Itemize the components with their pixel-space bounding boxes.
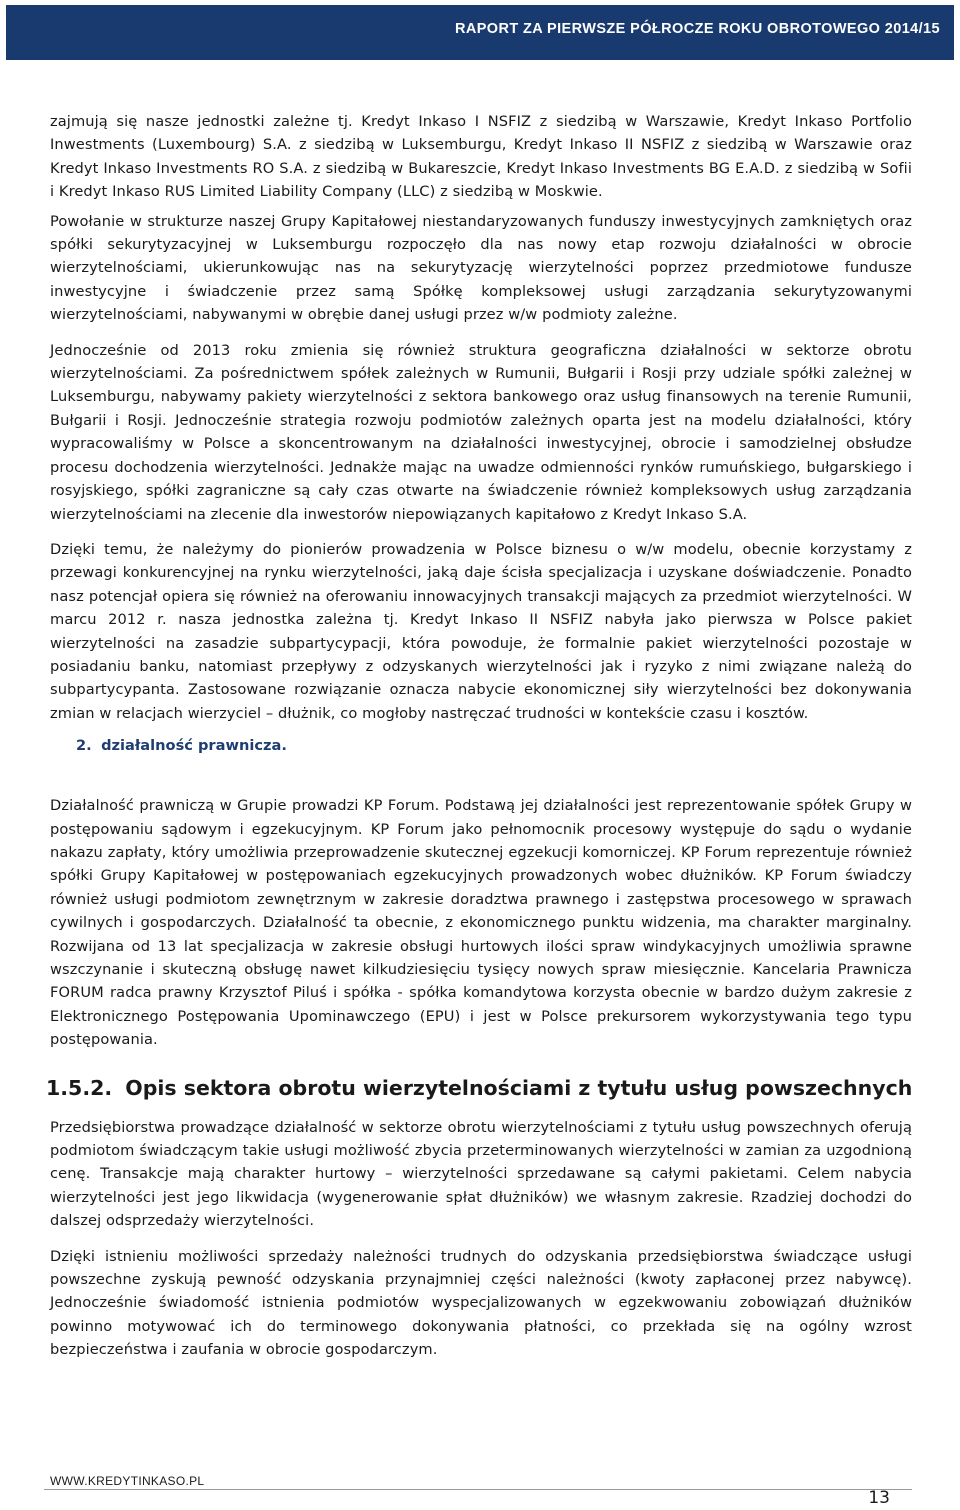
- paragraph-sector-description: Przedsiębiorstwa prowadzące działalność w sektorze obrotu wierzytelnościami z tytułu usług powszechnych oferują podmiotom świadczącym takie usługi możliwość zbycia przeterminowanych wierzytelności w zamian za uzgodnioną cenę. Transakcje mają charakter hurtowy – wierzytelności sprzedawane są całymi pakietami. Celem nabycia wierzytelności jest jego likwidacja (wygenerowanie spłat dłużników) we własnym zakresie. Rzadziej dochodzi do dalszej odsprzedaży wierzytelności.: [50, 1118, 912, 1230]
- paragraph-geography: Jednocześnie od 2013 roku zmienia się również struktura geograficzna działalności w sektorze obrotu wierzytelnościami. Za pośrednictwem spółek zależnych w Rumunii, Bułgarii i Rosji przy udziale spółki zależnej w Luksemburgu, nabywamy pakiety wierzytelności z sektora bankowego oraz usług finansowych na terenie Rumunii, Bułgarii i Rosji. Jednocześnie strategia rozwoju podmiotów zależnych oparta jest na modelu działalności, który wypracowaliśmy w Polsce a skoncentrowanym na działalności inwestycyjnej, obrocie i samodzielnej obsłudze procesu dochodzenia wierzytelności. Jednakże mając na uwadze odmienności rynków rumuńskiego, bułgarskiego i rosyjskiego, spółki zagraniczne są cały czas otwarte na świadczenie również kompleksowych usług zarządzania wierzytelnościami na zlecenie dla inwestorów niepowiązanych kapitałowo z Kredyt Inkaso S.A.: [50, 341, 912, 523]
- paragraph-kp-forum: Działalność prawniczą w Grupie prowadzi KP Forum. Podstawą jej działalności jest reprezentowanie spółek Grupy w postępowaniu sądowym i egzekucyjnym. KP Forum jako pełnomocnik procesowy występuje do sądu o wydanie nakazu zapłaty, który umożliwia przeprowadzenie skutecznej egzekucji komorniczej. KP Forum reprezentuje również spółki Grupy Kapitałowej w postępowaniach egzekucyjnych prowadzonych wobec dłużników. KP Forum świadczy również usługi podmiotom zewnętrznym w zakresie doradztwa prawnego i zastępstwa procesowego w sprawach cywilnych i gospodarczych. Działalność ta obecnie, z ekonomicznego punktu widzenia, ma charakter marginalny. Rozwijana od 13 lat specjalizacja w zakresie obsługi hurtowych ilości spraw windykacyjnych umożliwia sprawne wszczynanie i skuteczną obsługę nawet kilkudziesięciu tysięcy nowych spraw miesięcznie. Kancelaria Prawnicza FORUM radca prawny Krzysztof Piluś i spółka - spółka komandytowa korzysta obecnie w bardzo dużym zakresie z Elektronicznego Postępowania Upominawczego (EPU) i jest w Polsce prekursorem wykorzystywania tego typu postępowania.: [50, 797, 912, 1049]
- header-bar: [6, 5, 954, 60]
- section-title: Opis sektora obrotu wierzytelnościami z tytułu usług powszechnych: [125, 1075, 913, 1100]
- section-heading: [46, 1076, 912, 1100]
- paragraph-group-structure: Powołanie w strukturze naszej Grupy Kapitałowej niestandaryzowanych funduszy inwestycyjnych zamkniętych oraz spółki sekurytyzacyjnej w Luksemburgu rozpoczęło dla nas nowy etap rozwoju działalności w obrocie wierzytelnościami, ukierunkowując nas na sekurytyzację wierzytelności poprzez przedmiotowe fundusze inwestycyjne i świadczenie przez samą Spółkę kompleksowej usługi zarządzania sekurytyzowanymi wierzytelnościami, nabywanymi w obrębie danej usługi przez w/w podmioty zależne.: [50, 212, 912, 324]
- page-number: 13: [868, 1488, 890, 1508]
- list-number: 2.: [76, 737, 92, 755]
- paragraph-competitive-advantage: Dzięki temu, że należymy do pionierów prowadzenia w Polsce biznesu o w/w modelu, obecnie korzystamy z przewagi konkurencyjnej na rynku wierzytelności, jaką daje ścisła specjalizacja i uzyskane doświadczenie. Ponadto nasz potencjał opiera się również na oferowaniu innowacyjnych transakcji mających za przedmiot wierzytelności. W marcu 2012 r. nasza jednostka zależna tj. Kredyt Inkaso II NSFIZ nabyła jako pierwsza w Polsce pakiet wierzytelności na zasadzie subpartycypacji, która powoduje, że formalnie pakiet wierzytelności pozostaje w posiadaniu banku, natomiast przepływy z odzyskanych wierzytelności jak i ryzyko z nimi związane należą do subpartycypanta. Zastosowane rozwiązanie oznacza nabycie ekonomicznej siły wierzytelności bez dokonywania zmian w relacjach wierzyciel – dłużnik, co mogłoby nastręczać trudności w kontekście czasu i kosztów.: [50, 540, 912, 722]
- footer-url: WWW.KREDYTINKASO.PL: [50, 1474, 205, 1488]
- footer-divider: [44, 1489, 912, 1490]
- paragraph-sector-benefits: Dzięki istnieniu możliwości sprzedaży należności trudnych do odzyskania przedsiębiorstwa świadczące usługi powszechne zyskują pewność odzyskania przynajmniej części należności (kwoty zapłaconej przez nabywcę). Jednocześnie świadomość istnienia podmiotów wyspecjalizowanych w egzekwowaniu zobowiązań dłużników powinno motywować ich do terminowego dokonywania płatności, co przekłada się na ogólny wzrost bezpieczeństwa i zaufania w obrocie gospodarczym.: [50, 1247, 912, 1359]
- list-label: działalność prawnicza.: [101, 737, 287, 755]
- paragraph-subsidiaries: zajmują się nasze jednostki zależne tj. Kredyt Inkaso I NSFIZ z siedzibą w Warszawie, Kredyt Inkaso Portfolio Inwestments (Luxembourg) S.A. z siedzibą w Luksemburgu, Kredyt Inkaso II NSFIZ z siedzibą w Warszawie oraz Kredyt Inkaso Investments RO S.A. z siedzibą w Bukareszcie, Kredyt Inkaso Investments BG E.A.D. z siedzibą w Sofii i Kredyt Inkaso RUS Limited Liability Company (LLC) z siedzibą w Moskwie.: [50, 113, 912, 201]
- header-title: RAPORT ZA PIERWSZE PÓŁROCZE ROKU OBROTOWEGO 2014/15: [454, 21, 940, 37]
- list-heading-legal-activity: [76, 737, 912, 754]
- document-body: [46, 110, 913, 1374]
- section-number: 1.5.2.: [46, 1075, 113, 1100]
